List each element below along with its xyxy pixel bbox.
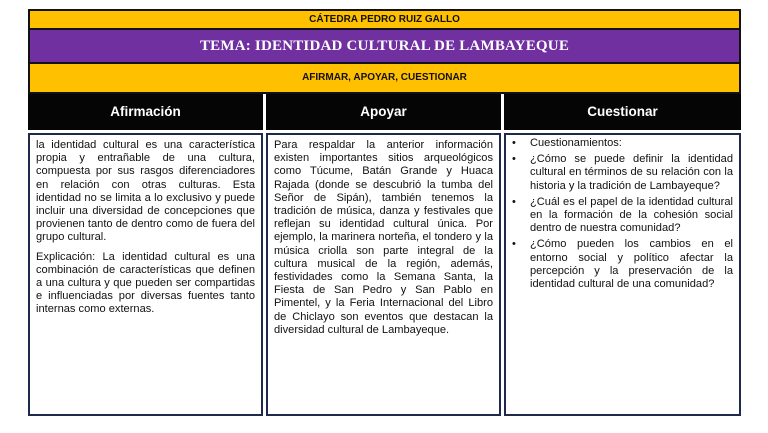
apoyar-paragraph: Para respaldar la anterior información existen importantes sitios arqueológicos como Túcume, Batán Grande y Huaca Rajada (donde se descubrió la tumba del Señor de Sipán), también tenemos la tradición de música, danza y festivales que reflejan su identidad cultural única. Por ejemplo, la marinera norteña, el tondero y la música criolla son parte integral de la cultura musical de la región, además, festividades como la Semana Santa, la Fiesta de San Pedro y San Pablo en Pimentel, y la Feria Internacional del Libro de Chiclayo son eventos que destacan la diversidad cultural de Lambayeque. (274, 139, 493, 336)
list-item (510, 137, 733, 150)
column-header-afirmacion-label: Afirmación (110, 104, 181, 119)
question-text: ¿Cuál es el papel de la identidad cultural en la formación de la cohesión social dentro de nuestra comunidad? (530, 195, 733, 235)
theme-title: TEMA: IDENTIDAD CULTURAL DE LAMBAYEQUE (199, 38, 570, 54)
afirmacion-paragraph: la identidad cultural es una característica propia y entrañable de una cultura, compuesta por sus rasgos diferenciadores en relación con otras culturas. Esta identidad no se limita a lo exclusivo y puede incluir una diversidad de concepciones que provienen tanto de dentro como de fuera del grupo cultural. (36, 139, 255, 244)
method-banner (28, 62, 741, 94)
bullet-icon: • (512, 137, 516, 149)
cuestionar-cell (504, 133, 741, 416)
column-header-cuestionar (504, 94, 741, 130)
question-list (510, 137, 733, 291)
theme-banner (28, 30, 741, 62)
list-item (510, 153, 733, 193)
column-header-apoyar-label: Apoyar (360, 104, 407, 119)
question-text: ¿Cómo se puede definir la identidad cultural en términos de su relación con la historia y la tradición de Lambayeque? (530, 153, 733, 192)
institution-title: CÁTEDRA PEDRO RUIZ GALLO (309, 14, 460, 25)
method-title: AFIRMAR, APOYAR, CUESTIONAR (302, 72, 467, 83)
apoyar-cell (266, 133, 501, 416)
column-header-apoyar (266, 94, 501, 130)
bullet-icon: • (512, 238, 516, 251)
bullet-icon: • (512, 153, 516, 166)
column-header-cuestionar-label: Cuestionar (587, 104, 658, 119)
afirmacion-cell (28, 133, 263, 416)
question-text: ¿Cómo pueden los cambios en el entorno social y político afectar la percepción y la preservación de la identidad cultural de una comunidad? (530, 238, 733, 291)
column-header-afirmacion (28, 94, 263, 130)
explicacion-paragraph: Explicación: La identidad cultural es una combinación de características que definen a una cultura y que pueden ser compartidas e influenciadas por diversas fuentes tanto internas como externas. (36, 250, 255, 316)
question-heading: Cuestionamientos: (530, 137, 622, 149)
list-item (510, 196, 733, 236)
bullet-icon: • (512, 195, 516, 208)
list-item (510, 238, 733, 291)
institution-banner (28, 9, 741, 30)
